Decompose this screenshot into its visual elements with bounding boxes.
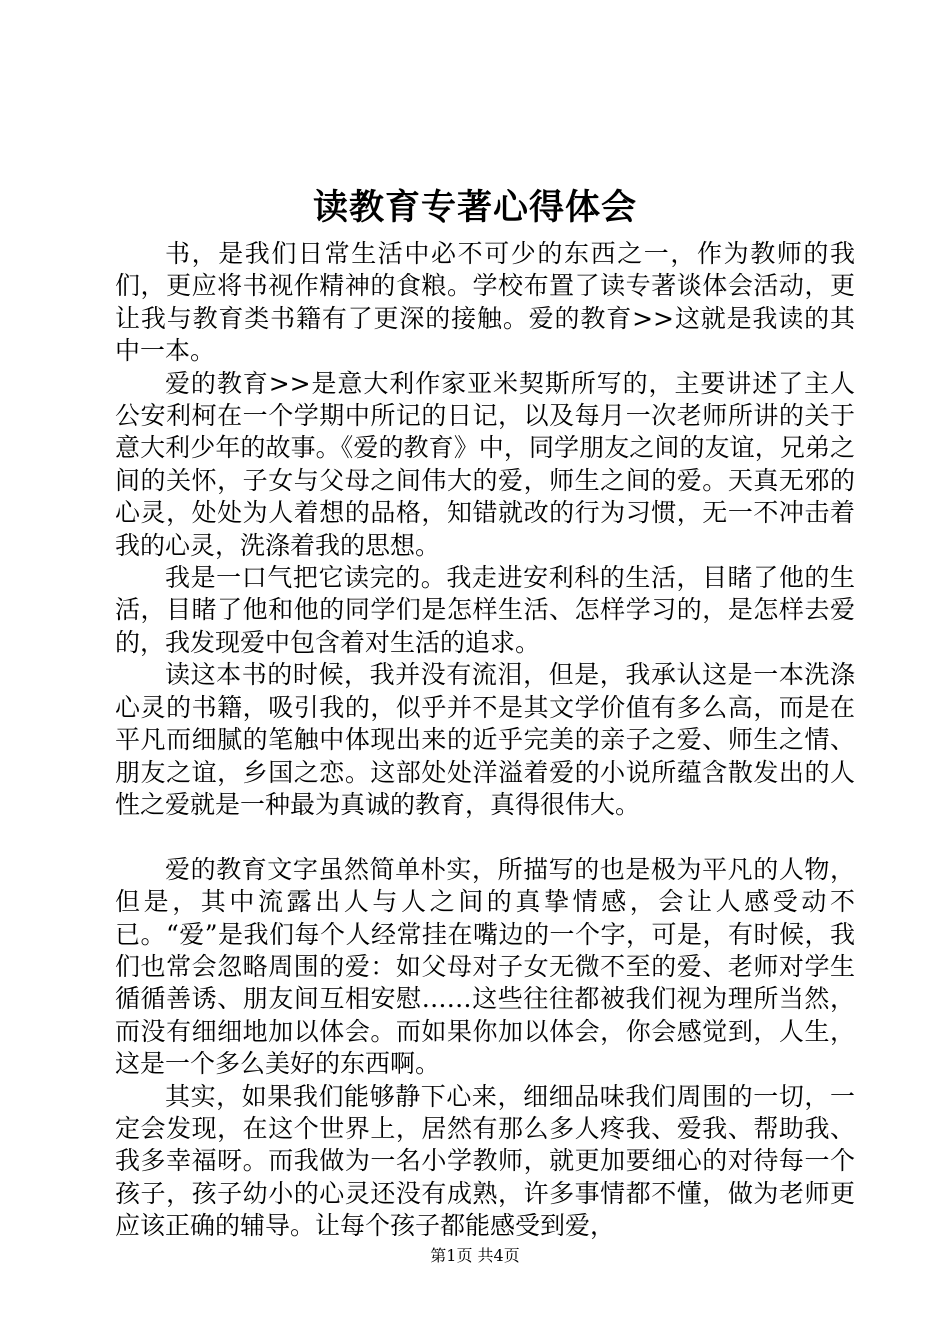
paragraph-1: 书，是我们日常生活中必不可少的东西之一，作为教师的我们，更应将书视作精神的食粮。学校布置了读专著谈体会活动，更让我与教育类书籍有了更深的接触。爱的教育>>这就是我读的其中一本。	[115, 239, 855, 366]
paragraph-5: 爱的教育文字虽然简单朴实，所描写的也是极为平凡的人物，但是，其中流露出人与人之间的真挚情感，会让人感受动不已。“爱”是我们每个人经常挂在嘴边的一个字，可是，有时候，我们也常会忽略周围的爱：如父母对子女无微不至的爱、老师对学生循循善诱、朋友间互相安慰……这些往往都被我们视为理所当然，而没有细细地加以体会。而如果你加以体会，你会感觉到，人生，这是一个多么美好的东西啊。	[115, 854, 855, 1079]
paragraph-4: 读这本书的时候，我并没有流泪，但是，我承认这是一本洗涤心灵的书籍，吸引我的，似乎并不是其文学价值有多么高，而是在平凡而细腻的笔触中体现出来的近乎完美的亲子之爱、师生之情、朋友之谊，乡国之恋。这部处处洋溢着爱的小说所蕴含散发出的人性之爱就是一种最为真诚的教育，真得很伟大。	[115, 660, 855, 819]
paragraph-2: 爱的教育>>是意大利作家亚米契斯所写的，主要讲述了主人公安利柯在一个学期中所记的日记，以及每月一次老师所讲的关于意大利少年的故事。《爱的教育》中，同学朋友之间的友谊，兄弟之间的关怀，子女与父母之间伟大的爱，师生之间的爱。天真无邪的心灵，处处为人着想的品格，知错就改的行为习惯，无一不冲击着我的心灵，洗涤着我的思想。	[115, 368, 855, 560]
paragraph-6: 其实，如果我们能够静下心来，细细品味我们周围的一切，一定会发现，在这个世界上，居然有那么多人疼我、爱我、帮助我、我多幸福呀。而我做为一名小学教师，就更加要细心的对待每一个孩子，孩子幼小的心灵还没有成熟，许多事情都不懂，做为老师更应该正确的辅导。让每个孩子都能感受到爱，	[115, 1081, 855, 1241]
document-body	[115, 238, 855, 1243]
page-number-footer: 第1页 共4页	[430, 1246, 520, 1265]
paragraph-3: 我是一口气把它读完的。我走进安利科的生活，目睹了他的生活，目睹了他和他的同学们是怎样生活、怎样学习的，是怎样去爱的，我发现爱中包含着对生活的追求。	[115, 563, 855, 657]
page-title: 读教育专著心得体会	[312, 188, 637, 228]
paragraph-spacer	[115, 821, 855, 853]
